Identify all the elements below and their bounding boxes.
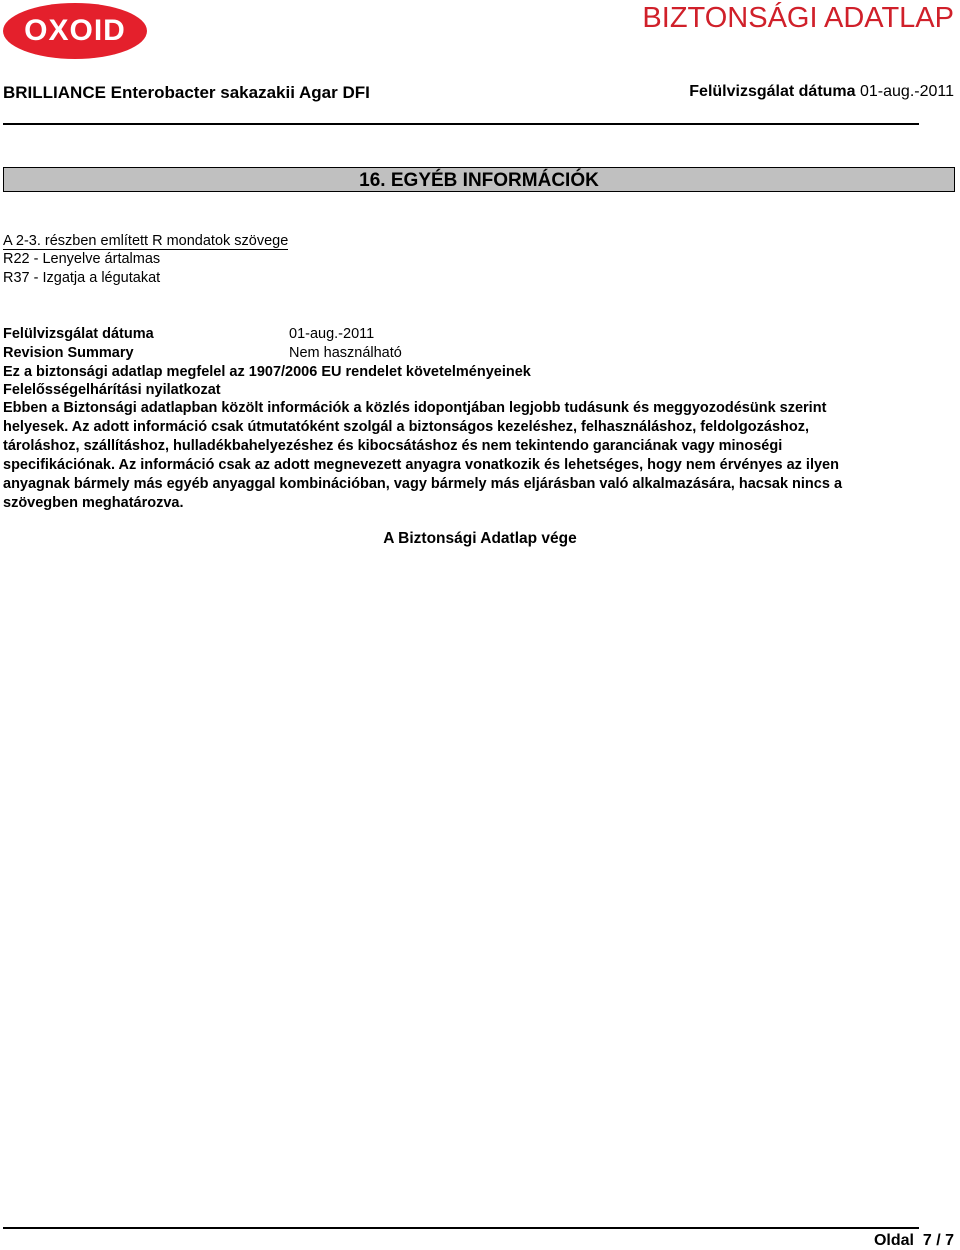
header-revision-date — [689, 83, 954, 101]
revision-date-label: Felülvizsgálat dátuma — [3, 326, 154, 342]
logo-text: OXOID — [24, 14, 126, 47]
revision-summary-label: Revision Summary — [3, 345, 134, 361]
page-label: Oldal — [873, 1232, 914, 1249]
r-phrases-heading: A 2-3. részben említett R mondatok szövege — [3, 233, 289, 249]
disclaimer-line: anyagnak bármely más egyéb anyaggal kombinációban, vagy bármely más eljárásban való alkalmazására, hacsak nincs a — [3, 476, 843, 492]
disclaimer-line: specifikációnak. Az információ csak az adott megnevezett anyagra vonatkozik és lehetséges, hogy nem érvényes az ilyen — [3, 457, 839, 473]
disclaimer-line: Ebben a Biztonsági adatlapban közölt információk a közlés idopontjában legjobb tudásunk és meggyozodésünk szerint — [3, 400, 827, 416]
disclaimer-line: tároláshoz, szállításhoz, hulladékbahelyezéshez és kibocsátáshoz és nem tekintendo garanciának vagy minoségi — [3, 438, 783, 454]
header-revision-value: 01-aug.-2011 — [860, 83, 954, 100]
disclaimer-line: helyesek. Az adott információ csak útmutatóként szolgál a biztonságos kezeléshez, felhasználáshoz, feldolgozáshoz, — [3, 419, 810, 435]
product-name: BRILLIANCE Enterobacter sakazakii Agar DFI — [3, 83, 370, 102]
disclaimer-text — [3, 399, 948, 513]
disclaimer-line: szövegben meghatározva. — [3, 495, 184, 511]
section-title: 16. EGYÉB INFORMÁCIÓK — [359, 170, 599, 191]
revision-date-value: 01-aug.-2011 — [289, 326, 375, 342]
revision-summary-value: Nem használható — [289, 345, 402, 361]
compliance-statement: Ez a biztonsági adatlap megfelel az 1907/2006 EU rendelet követelményeinek — [3, 364, 531, 380]
page-count: 7 / 7 — [922, 1232, 954, 1249]
r-phrase-item: R22 - Lenyelve ártalmas — [3, 251, 161, 267]
header-divider — [3, 123, 919, 125]
oxoid-logo — [3, 3, 147, 59]
document-title: BIZTONSÁGI ADATLAP — [642, 2, 954, 34]
footer-divider — [3, 1227, 919, 1229]
end-of-sds-text: A Biztonsági Adatlap vége — [383, 530, 577, 547]
r-phrase-item: R37 - Izgatja a légutakat — [3, 270, 161, 286]
disclaimer-heading: Felelősségelhárítási nyilatkozat — [3, 382, 221, 398]
header-revision-label: Felülvizsgálat dátuma — [689, 83, 856, 100]
page-number — [874, 1232, 954, 1250]
section-header-bar — [3, 167, 955, 192]
